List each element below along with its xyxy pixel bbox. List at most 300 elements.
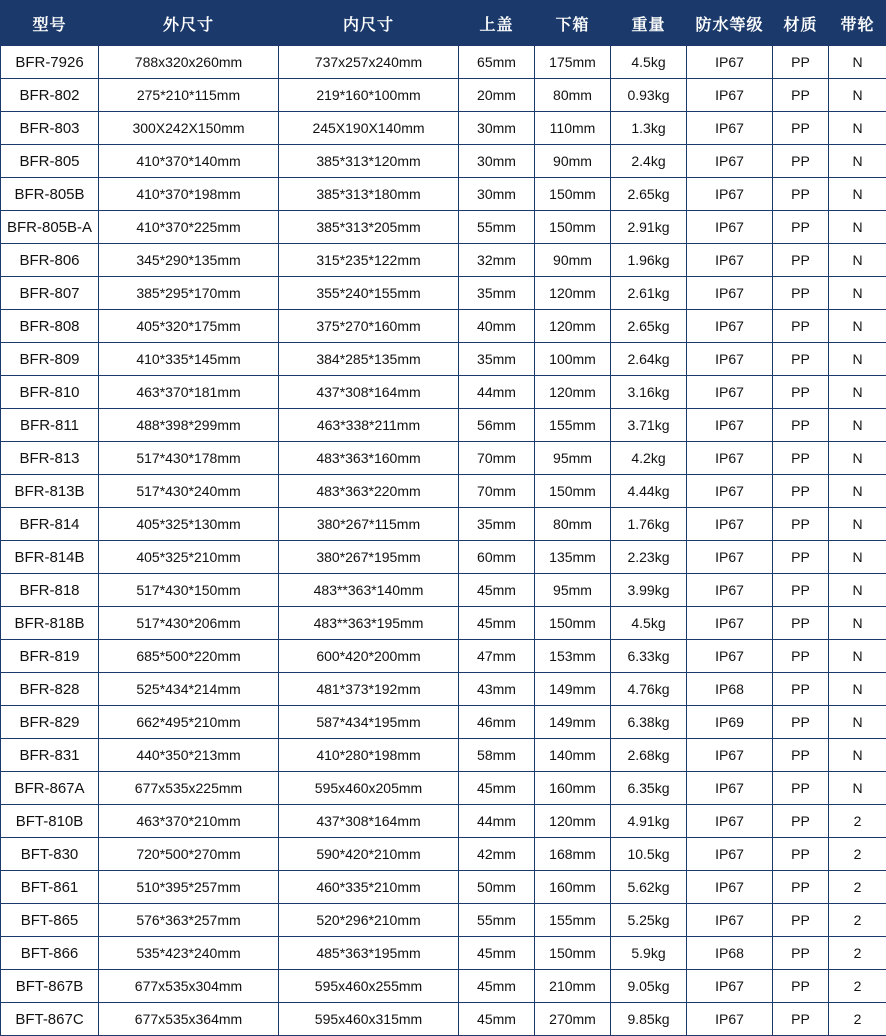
cell-waterproof-rating: IP67 [687, 145, 773, 178]
table-row [1, 574, 886, 607]
cell-model: BFR-808 [1, 310, 99, 343]
cell-base: 110mm [535, 112, 611, 145]
cell-lid: 30mm [459, 145, 535, 178]
cell-lid: 35mm [459, 343, 535, 376]
cell-wheels: N [829, 541, 886, 574]
cell-weight: 10.5kg [611, 838, 687, 871]
cell-material: PP [773, 409, 829, 442]
cell-outer-dimension: 677x535x225mm [99, 772, 279, 805]
cell-model: BFR-809 [1, 343, 99, 376]
table-row [1, 178, 886, 211]
cell-weight: 4.91kg [611, 805, 687, 838]
cell-material: PP [773, 112, 829, 145]
cell-material: PP [773, 310, 829, 343]
cell-weight: 2.23kg [611, 541, 687, 574]
cell-base: 155mm [535, 904, 611, 937]
cell-weight: 5.62kg [611, 871, 687, 904]
cell-model: BFR-818 [1, 574, 99, 607]
cell-wheels: N [829, 739, 886, 772]
cell-inner-dimension: 587*434*195mm [279, 706, 459, 739]
cell-model: BFR-831 [1, 739, 99, 772]
cell-base: 90mm [535, 244, 611, 277]
cell-lid: 35mm [459, 508, 535, 541]
cell-model: BFT-867B [1, 970, 99, 1003]
cell-material: PP [773, 871, 829, 904]
cell-outer-dimension: 345*290*135mm [99, 244, 279, 277]
cell-material: PP [773, 574, 829, 607]
cell-weight: 2.65kg [611, 178, 687, 211]
cell-wheels: 2 [829, 871, 886, 904]
cell-weight: 6.38kg [611, 706, 687, 739]
cell-base: 95mm [535, 442, 611, 475]
cell-waterproof-rating: IP67 [687, 607, 773, 640]
cell-wheels: N [829, 607, 886, 640]
cell-waterproof-rating: IP67 [687, 79, 773, 112]
cell-waterproof-rating: IP67 [687, 508, 773, 541]
table-body [1, 46, 886, 1036]
cell-material: PP [773, 244, 829, 277]
cell-outer-dimension: 576*363*257mm [99, 904, 279, 937]
cell-material: PP [773, 277, 829, 310]
table-row [1, 442, 886, 475]
cell-material: PP [773, 508, 829, 541]
cell-base: 100mm [535, 343, 611, 376]
column-header-model: 型号 [1, 1, 99, 46]
cell-inner-dimension: 595x460x255mm [279, 970, 459, 1003]
cell-inner-dimension: 385*313*180mm [279, 178, 459, 211]
cell-weight: 6.35kg [611, 772, 687, 805]
cell-weight: 2.68kg [611, 739, 687, 772]
cell-outer-dimension: 517*430*150mm [99, 574, 279, 607]
cell-wheels: 2 [829, 970, 886, 1003]
cell-waterproof-rating: IP67 [687, 838, 773, 871]
column-header-lid: 上盖 [459, 1, 535, 46]
cell-material: PP [773, 739, 829, 772]
cell-lid: 45mm [459, 970, 535, 1003]
cell-weight: 2.65kg [611, 310, 687, 343]
cell-model: BFR-814B [1, 541, 99, 574]
cell-model: BFR-818B [1, 607, 99, 640]
cell-model: BFT-830 [1, 838, 99, 871]
cell-material: PP [773, 1003, 829, 1036]
table-header [1, 1, 886, 46]
cell-weight: 4.2kg [611, 442, 687, 475]
table-row [1, 640, 886, 673]
cell-weight: 6.33kg [611, 640, 687, 673]
cell-outer-dimension: 385*295*170mm [99, 277, 279, 310]
table-row [1, 871, 886, 904]
cell-inner-dimension: 595x460x205mm [279, 772, 459, 805]
cell-lid: 45mm [459, 1003, 535, 1036]
cell-material: PP [773, 904, 829, 937]
table-row [1, 145, 886, 178]
cell-lid: 44mm [459, 376, 535, 409]
cell-outer-dimension: 405*325*130mm [99, 508, 279, 541]
table-row [1, 211, 886, 244]
cell-waterproof-rating: IP67 [687, 739, 773, 772]
cell-waterproof-rating: IP67 [687, 211, 773, 244]
column-header-inner-dimension: 内尺寸 [279, 1, 459, 46]
column-header-weight: 重量 [611, 1, 687, 46]
cell-material: PP [773, 343, 829, 376]
cell-weight: 4.44kg [611, 475, 687, 508]
cell-wheels: N [829, 409, 886, 442]
cell-lid: 56mm [459, 409, 535, 442]
cell-base: 149mm [535, 673, 611, 706]
cell-outer-dimension: 300X242X150mm [99, 112, 279, 145]
cell-waterproof-rating: IP68 [687, 937, 773, 970]
cell-waterproof-rating: IP67 [687, 178, 773, 211]
table-row [1, 673, 886, 706]
cell-outer-dimension: 662*495*210mm [99, 706, 279, 739]
cell-outer-dimension: 410*370*225mm [99, 211, 279, 244]
cell-material: PP [773, 145, 829, 178]
cell-weight: 1.96kg [611, 244, 687, 277]
cell-model: BFT-861 [1, 871, 99, 904]
cell-waterproof-rating: IP69 [687, 706, 773, 739]
cell-lid: 70mm [459, 475, 535, 508]
table-row [1, 904, 886, 937]
cell-waterproof-rating: IP67 [687, 1003, 773, 1036]
cell-waterproof-rating: IP67 [687, 640, 773, 673]
cell-material: PP [773, 376, 829, 409]
cell-base: 155mm [535, 409, 611, 442]
cell-outer-dimension: 463*370*181mm [99, 376, 279, 409]
cell-inner-dimension: 384*285*135mm [279, 343, 459, 376]
cell-wheels: 2 [829, 838, 886, 871]
cell-lid: 65mm [459, 46, 535, 79]
cell-model: BFR-867A [1, 772, 99, 805]
table-row [1, 343, 886, 376]
cell-model: BFR-802 [1, 79, 99, 112]
cell-inner-dimension: 380*267*115mm [279, 508, 459, 541]
cell-weight: 0.93kg [611, 79, 687, 112]
cell-base: 90mm [535, 145, 611, 178]
cell-lid: 40mm [459, 310, 535, 343]
table-row [1, 739, 886, 772]
cell-outer-dimension: 535*423*240mm [99, 937, 279, 970]
cell-lid: 43mm [459, 673, 535, 706]
table-row [1, 838, 886, 871]
cell-wheels: N [829, 277, 886, 310]
cell-wheels: N [829, 376, 886, 409]
cell-lid: 55mm [459, 211, 535, 244]
cell-model: BFR-829 [1, 706, 99, 739]
cell-inner-dimension: 219*160*100mm [279, 79, 459, 112]
cell-material: PP [773, 838, 829, 871]
cell-waterproof-rating: IP67 [687, 409, 773, 442]
cell-weight: 3.16kg [611, 376, 687, 409]
cell-outer-dimension: 488*398*299mm [99, 409, 279, 442]
cell-material: PP [773, 607, 829, 640]
column-header-base: 下箱 [535, 1, 611, 46]
cell-base: 120mm [535, 376, 611, 409]
cell-wheels: N [829, 46, 886, 79]
cell-outer-dimension: 405*320*175mm [99, 310, 279, 343]
table-row [1, 541, 886, 574]
cell-model: BFT-867C [1, 1003, 99, 1036]
cell-waterproof-rating: IP67 [687, 904, 773, 937]
cell-model: BFR-805 [1, 145, 99, 178]
cell-wheels: 2 [829, 937, 886, 970]
cell-weight: 9.85kg [611, 1003, 687, 1036]
cell-wheels: 2 [829, 805, 886, 838]
cell-inner-dimension: 600*420*200mm [279, 640, 459, 673]
cell-inner-dimension: 380*267*195mm [279, 541, 459, 574]
cell-wheels: N [829, 343, 886, 376]
cell-wheels: N [829, 475, 886, 508]
cell-lid: 58mm [459, 739, 535, 772]
table-row [1, 706, 886, 739]
cell-waterproof-rating: IP67 [687, 772, 773, 805]
table-header-row [1, 1, 886, 46]
cell-lid: 45mm [459, 937, 535, 970]
cell-outer-dimension: 517*430*206mm [99, 607, 279, 640]
cell-outer-dimension: 677x535x304mm [99, 970, 279, 1003]
cell-weight: 1.76kg [611, 508, 687, 541]
cell-outer-dimension: 677x535x364mm [99, 1003, 279, 1036]
table-row [1, 805, 886, 838]
cell-lid: 60mm [459, 541, 535, 574]
cell-base: 149mm [535, 706, 611, 739]
cell-inner-dimension: 437*308*164mm [279, 376, 459, 409]
cell-weight: 2.64kg [611, 343, 687, 376]
cell-outer-dimension: 517*430*178mm [99, 442, 279, 475]
cell-lid: 50mm [459, 871, 535, 904]
table-row [1, 409, 886, 442]
cell-waterproof-rating: IP67 [687, 442, 773, 475]
cell-lid: 45mm [459, 574, 535, 607]
cell-inner-dimension: 245X190X140mm [279, 112, 459, 145]
cell-outer-dimension: 410*370*198mm [99, 178, 279, 211]
cell-inner-dimension: 481*373*192mm [279, 673, 459, 706]
cell-outer-dimension: 410*370*140mm [99, 145, 279, 178]
cell-material: PP [773, 772, 829, 805]
cell-base: 160mm [535, 871, 611, 904]
cell-model: BFT-866 [1, 937, 99, 970]
cell-base: 175mm [535, 46, 611, 79]
table-row [1, 607, 886, 640]
cell-outer-dimension: 720*500*270mm [99, 838, 279, 871]
cell-model: BFR-813B [1, 475, 99, 508]
cell-outer-dimension: 510*395*257mm [99, 871, 279, 904]
cell-inner-dimension: 460*335*210mm [279, 871, 459, 904]
cell-base: 135mm [535, 541, 611, 574]
cell-lid: 35mm [459, 277, 535, 310]
cell-waterproof-rating: IP67 [687, 805, 773, 838]
cell-wheels: N [829, 79, 886, 112]
cell-wheels: N [829, 145, 886, 178]
cell-base: 120mm [535, 277, 611, 310]
cell-base: 150mm [535, 178, 611, 211]
cell-wheels: N [829, 706, 886, 739]
cell-model: BFR-806 [1, 244, 99, 277]
table-row [1, 277, 886, 310]
table-row [1, 508, 886, 541]
cell-weight: 3.99kg [611, 574, 687, 607]
cell-model: BFR-805B-A [1, 211, 99, 244]
cell-wheels: N [829, 640, 886, 673]
cell-weight: 3.71kg [611, 409, 687, 442]
cell-lid: 46mm [459, 706, 535, 739]
table-row [1, 376, 886, 409]
cell-waterproof-rating: IP67 [687, 244, 773, 277]
cell-base: 80mm [535, 79, 611, 112]
cell-waterproof-rating: IP67 [687, 343, 773, 376]
cell-lid: 20mm [459, 79, 535, 112]
cell-base: 95mm [535, 574, 611, 607]
cell-base: 150mm [535, 211, 611, 244]
cell-inner-dimension: 483*363*220mm [279, 475, 459, 508]
table-row [1, 244, 886, 277]
cell-wheels: N [829, 310, 886, 343]
cell-lid: 30mm [459, 178, 535, 211]
cell-lid: 70mm [459, 442, 535, 475]
cell-wheels: 2 [829, 1003, 886, 1036]
table-row [1, 772, 886, 805]
cell-waterproof-rating: IP67 [687, 277, 773, 310]
cell-model: BFT-810B [1, 805, 99, 838]
cell-model: BFR-814 [1, 508, 99, 541]
cell-waterproof-rating: IP67 [687, 112, 773, 145]
cell-waterproof-rating: IP67 [687, 871, 773, 904]
cell-lid: 30mm [459, 112, 535, 145]
cell-wheels: N [829, 673, 886, 706]
cell-material: PP [773, 673, 829, 706]
cell-wheels: N [829, 178, 886, 211]
cell-inner-dimension: 385*313*120mm [279, 145, 459, 178]
cell-inner-dimension: 463*338*211mm [279, 409, 459, 442]
cell-outer-dimension: 405*325*210mm [99, 541, 279, 574]
cell-material: PP [773, 706, 829, 739]
cell-lid: 42mm [459, 838, 535, 871]
cell-base: 140mm [535, 739, 611, 772]
cell-model: BFR-810 [1, 376, 99, 409]
cell-weight: 2.4kg [611, 145, 687, 178]
cell-weight: 1.3kg [611, 112, 687, 145]
cell-weight: 4.5kg [611, 607, 687, 640]
table-row [1, 46, 886, 79]
cell-inner-dimension: 737x257x240mm [279, 46, 459, 79]
cell-weight: 5.25kg [611, 904, 687, 937]
cell-weight: 4.76kg [611, 673, 687, 706]
cell-inner-dimension: 485*363*195mm [279, 937, 459, 970]
cell-wheels: N [829, 244, 886, 277]
cell-outer-dimension: 275*210*115mm [99, 79, 279, 112]
cell-outer-dimension: 440*350*213mm [99, 739, 279, 772]
cell-inner-dimension: 520*296*210mm [279, 904, 459, 937]
column-header-material: 材质 [773, 1, 829, 46]
table-row [1, 937, 886, 970]
cell-inner-dimension: 483**363*195mm [279, 607, 459, 640]
cell-wheels: N [829, 574, 886, 607]
table-row [1, 310, 886, 343]
cell-inner-dimension: 385*313*205mm [279, 211, 459, 244]
cell-model: BFR-819 [1, 640, 99, 673]
cell-wheels: N [829, 772, 886, 805]
cell-inner-dimension: 315*235*122mm [279, 244, 459, 277]
cell-model: BFR-811 [1, 409, 99, 442]
cell-inner-dimension: 590*420*210mm [279, 838, 459, 871]
cell-material: PP [773, 211, 829, 244]
cell-material: PP [773, 937, 829, 970]
cell-base: 168mm [535, 838, 611, 871]
cell-material: PP [773, 79, 829, 112]
table-row [1, 1003, 886, 1036]
cell-outer-dimension: 463*370*210mm [99, 805, 279, 838]
column-header-waterproof-rating: 防水等级 [687, 1, 773, 46]
cell-material: PP [773, 640, 829, 673]
cell-base: 160mm [535, 772, 611, 805]
cell-model: BFT-865 [1, 904, 99, 937]
cell-inner-dimension: 595x460x315mm [279, 1003, 459, 1036]
cell-material: PP [773, 805, 829, 838]
cell-base: 150mm [535, 607, 611, 640]
cell-base: 150mm [535, 475, 611, 508]
cell-lid: 45mm [459, 607, 535, 640]
cell-inner-dimension: 375*270*160mm [279, 310, 459, 343]
cell-waterproof-rating: IP67 [687, 970, 773, 1003]
cell-inner-dimension: 483**363*140mm [279, 574, 459, 607]
cell-outer-dimension: 685*500*220mm [99, 640, 279, 673]
cell-base: 210mm [535, 970, 611, 1003]
cell-base: 120mm [535, 310, 611, 343]
cell-material: PP [773, 178, 829, 211]
cell-weight: 2.61kg [611, 277, 687, 310]
cell-waterproof-rating: IP67 [687, 376, 773, 409]
cell-lid: 32mm [459, 244, 535, 277]
cell-base: 120mm [535, 805, 611, 838]
cell-lid: 45mm [459, 772, 535, 805]
cell-lid: 44mm [459, 805, 535, 838]
cell-model: BFR-805B [1, 178, 99, 211]
cell-wheels: N [829, 442, 886, 475]
cell-lid: 55mm [459, 904, 535, 937]
cell-model: BFR-828 [1, 673, 99, 706]
cell-wheels: N [829, 211, 886, 244]
cell-material: PP [773, 970, 829, 1003]
cell-weight: 4.5kg [611, 46, 687, 79]
cell-waterproof-rating: IP67 [687, 475, 773, 508]
cell-waterproof-rating: IP68 [687, 673, 773, 706]
cell-weight: 5.9kg [611, 937, 687, 970]
cell-inner-dimension: 483*363*160mm [279, 442, 459, 475]
cell-inner-dimension: 410*280*198mm [279, 739, 459, 772]
table-row [1, 475, 886, 508]
cell-material: PP [773, 541, 829, 574]
cell-material: PP [773, 46, 829, 79]
cell-outer-dimension: 525*434*214mm [99, 673, 279, 706]
cell-inner-dimension: 437*308*164mm [279, 805, 459, 838]
cell-waterproof-rating: IP67 [687, 46, 773, 79]
cell-outer-dimension: 788x320x260mm [99, 46, 279, 79]
cell-weight: 2.91kg [611, 211, 687, 244]
cell-inner-dimension: 355*240*155mm [279, 277, 459, 310]
cell-material: PP [773, 442, 829, 475]
cell-model: BFR-813 [1, 442, 99, 475]
cell-wheels: 2 [829, 904, 886, 937]
cell-waterproof-rating: IP67 [687, 541, 773, 574]
cell-model: BFR-7926 [1, 46, 99, 79]
cell-waterproof-rating: IP67 [687, 310, 773, 343]
cell-lid: 47mm [459, 640, 535, 673]
cell-waterproof-rating: IP67 [687, 574, 773, 607]
cell-base: 150mm [535, 937, 611, 970]
cell-weight: 9.05kg [611, 970, 687, 1003]
table-row [1, 970, 886, 1003]
cell-model: BFR-807 [1, 277, 99, 310]
cell-base: 153mm [535, 640, 611, 673]
